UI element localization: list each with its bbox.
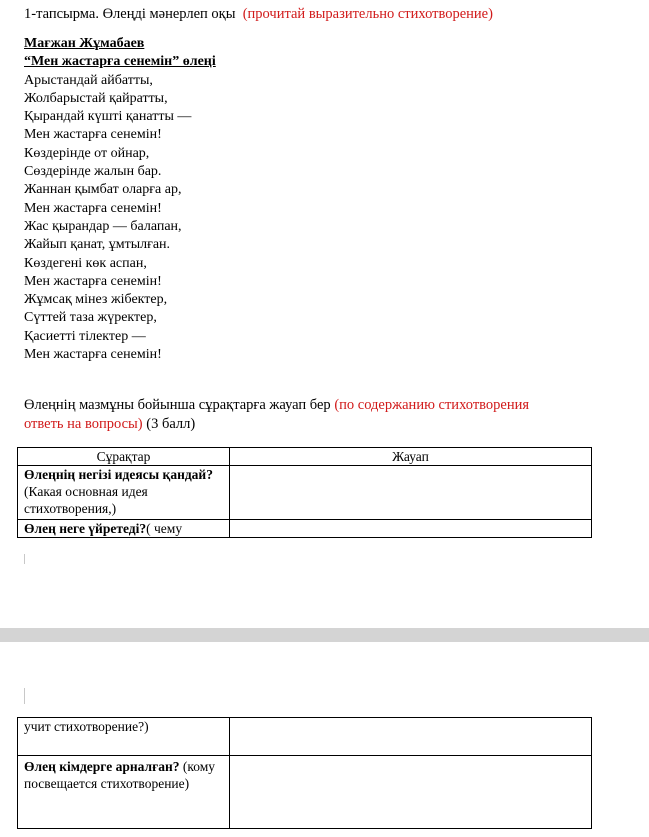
poem-line: Көздегені көк аспан, <box>24 255 147 271</box>
question-russian: ( чему <box>146 521 183 536</box>
poem-line: Жолбарыстай қайратты, <box>24 90 168 106</box>
poem-line: Жайып қанат, ұмтылған. <box>24 237 171 253</box>
poem-line: Сөздерінде жалын бар. <box>24 164 162 180</box>
questions-translation-1: (по содержанию стихотворения <box>334 397 530 413</box>
answer-cell[interactable] <box>230 520 592 538</box>
question-kazakh: Өлең кімдерге арналған? <box>24 759 180 774</box>
poem-line: Жаннан қымбат оларға ар, <box>24 182 182 198</box>
poem-line: Сүттей таза жүректер, <box>24 310 157 326</box>
header-questions: Сұрақтар <box>18 448 230 466</box>
poem-line: Көздерінде от ойнар, <box>24 145 150 161</box>
poem-title: “Мен жастарға сенемін” өлеңі <box>24 54 216 70</box>
poem-line: Мен жастарға сенемін! <box>24 127 162 143</box>
question-cell <box>18 756 230 829</box>
task-prefix: 1-тапсырма. Өлеңді мәнерлеп оқы <box>24 6 236 22</box>
header-answer: Жауап <box>230 448 592 466</box>
page-corner-mark <box>14 554 25 564</box>
question-cell <box>18 718 230 756</box>
page-corner-mark <box>14 688 25 704</box>
question-russian: (кому посвещается стихотворение) <box>24 759 216 791</box>
poem-line: Қырандай күшті қанатты — <box>24 109 192 125</box>
questions-points: (3 балл) <box>146 416 196 432</box>
questions-translation-2: ответь на вопросы) <box>24 416 143 432</box>
poem <box>24 35 216 364</box>
poem-line: Жас қырандар — балапан, <box>24 218 182 234</box>
task-translation: (прочитай выразительно стихотворение) <box>242 6 493 22</box>
answer-cell[interactable] <box>230 466 592 520</box>
table-row <box>18 466 592 520</box>
table-header-row <box>18 448 592 466</box>
question-cell <box>18 466 230 520</box>
task-heading <box>24 5 493 23</box>
poem-line: Жұмсақ мінез жібектер, <box>24 292 168 308</box>
answer-cell[interactable] <box>230 756 592 829</box>
poem-line: Арыстандай айбатты, <box>24 72 153 88</box>
question-russian: учит стихотворение?) <box>24 719 149 734</box>
questions-table <box>17 447 592 538</box>
questions-table-continued <box>17 717 592 829</box>
poem-author: Мағжан Жұмабаев <box>24 36 145 51</box>
questions-prefix: Өлеңнің мазмұны бойынша сұрақтарға жауап бер <box>24 397 331 413</box>
poem-line: Мен жастарға сенемін! <box>24 273 162 289</box>
question-kazakh: Өлеңнің негізі идеясы қандай? <box>24 467 213 482</box>
page-gap <box>0 628 649 642</box>
poem-line: Мен жастарға сенемін! <box>24 347 162 363</box>
question-cell <box>18 520 230 538</box>
question-russian: (Какая основная идея стихотворения,) <box>24 484 148 516</box>
poem-line: Қасиетті тілектер — <box>24 328 146 344</box>
table-row <box>18 756 592 829</box>
poem-line: Мен жастарға сенемін! <box>24 200 162 216</box>
questions-heading <box>24 396 629 434</box>
table-row <box>18 718 592 756</box>
answer-cell[interactable] <box>230 718 592 756</box>
question-kazakh: Өлең неге үйретеді? <box>24 521 147 536</box>
table-row <box>18 520 592 538</box>
